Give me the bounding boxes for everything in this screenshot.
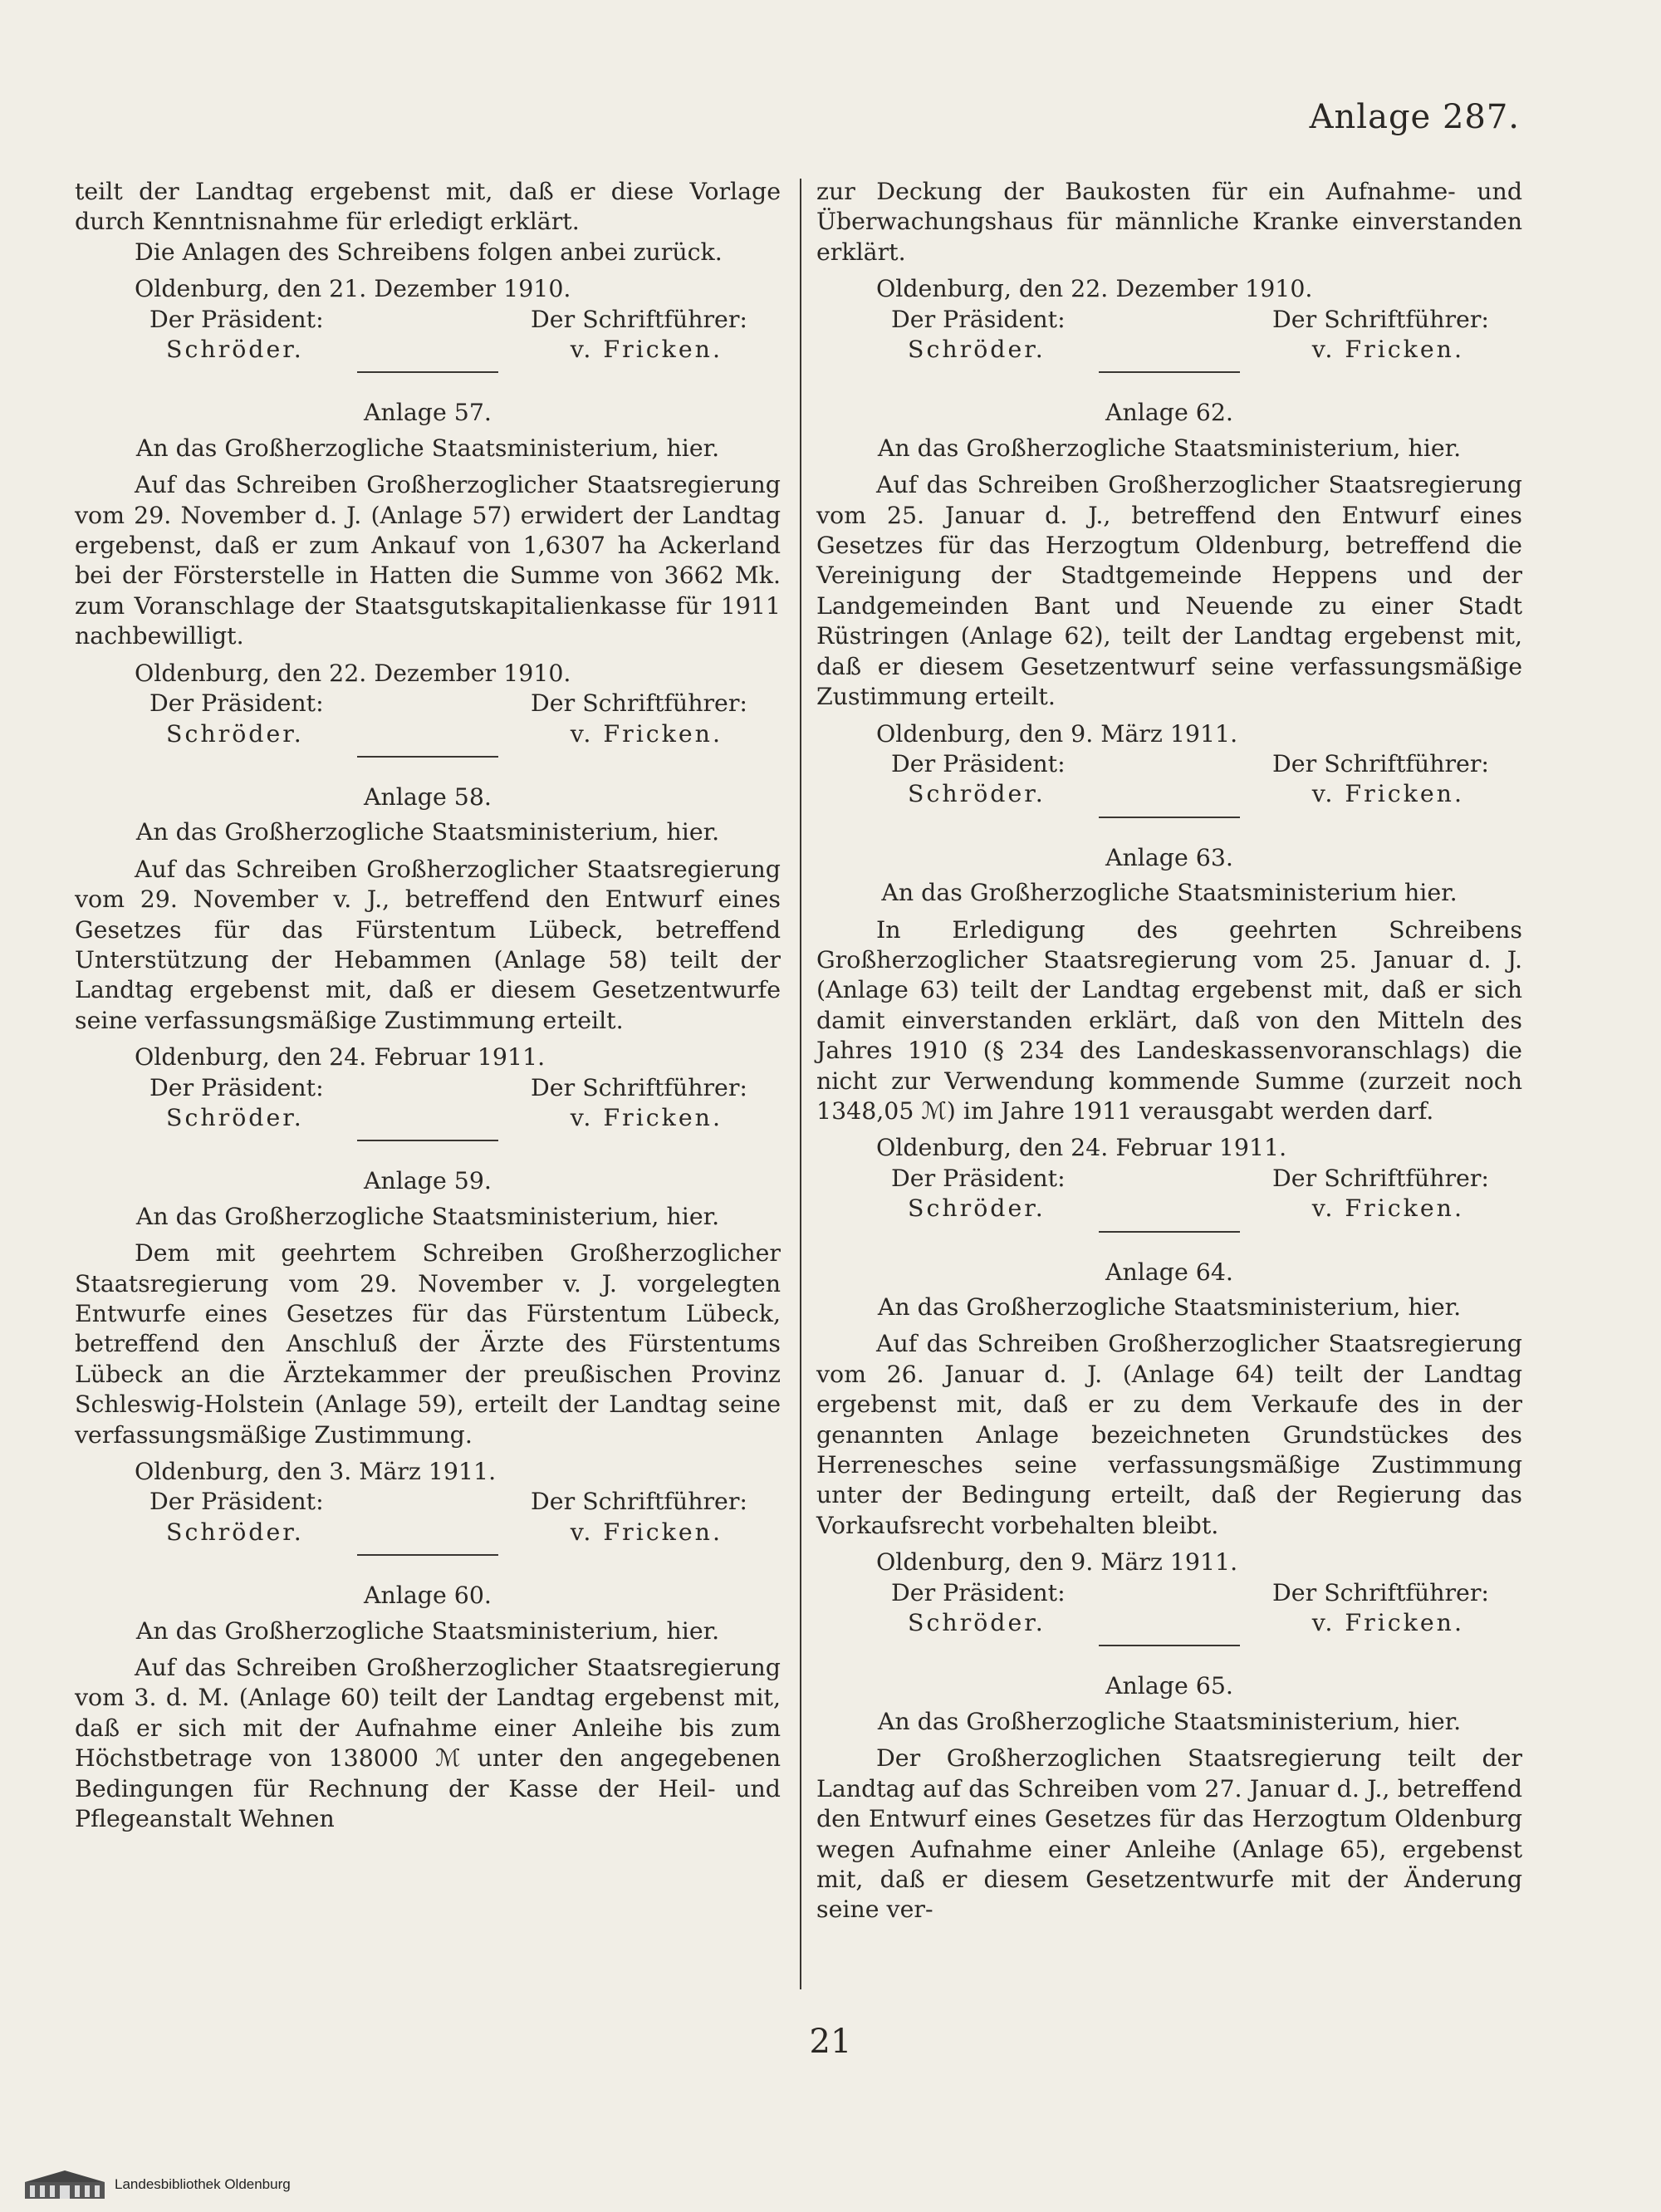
secretary-name: v. Fricken. xyxy=(1311,1609,1464,1637)
president-name: Schröder. xyxy=(908,1194,1046,1223)
section-address: An das Großherzogliche Staatsministerium, hier. xyxy=(135,818,720,846)
column-divider xyxy=(800,179,801,1989)
president-label: Der Präsident: xyxy=(149,1488,324,1516)
section-rule xyxy=(1099,371,1240,373)
section-address: An das Großherzogliche Staatsministerium, hier. xyxy=(877,434,1462,462)
section-body: Auf das Schreiben Großherzoglicher Staatsregierung vom 25. Januar d. J., betreffend den Entwurf eines Gesetzes für das Herzogtum Oldenburg, betreffend die Vereinigung der Stadtgemeinde Heppens und der Landgemeinden Bant und Neuende zu einer Stadt Rüstringen (Anlage 62), teilt der Landtag ergebenst mit, daß er diesem Gesetzentwurf seine verfassungsmäßige Zustimmung erteilt. xyxy=(816,471,1522,711)
president-name: Schröder. xyxy=(166,1103,304,1131)
page-number: 21 xyxy=(809,2023,852,2061)
secretary-name: v. Fricken. xyxy=(570,336,723,364)
secretary-name: v. Fricken. xyxy=(1311,1194,1464,1223)
section-title: Anlage 65. xyxy=(1105,1672,1233,1700)
section-sig-names xyxy=(75,1518,781,1547)
section-body: Der Großherzoglichen Staatsregierung teilt der Landtag auf das Schreiben vom 27. Januar d. J., betreffend den Entwurf eines Gesetzes für das Herzogtum Oldenburg wegen Aufnahme einer Anleihe (Anlage 65), ergebenst mit, daß er diesem Gesetzentwurfe mit der Änderung seine ver- xyxy=(816,1744,1522,1924)
section-rule xyxy=(1099,817,1240,818)
section-title: Anlage 62. xyxy=(1105,399,1233,427)
library-building-icon xyxy=(25,2170,105,2199)
section-title: Anlage 63. xyxy=(1105,843,1233,871)
section-sig-names xyxy=(816,1608,1522,1638)
library-name: Landesbibliothek Oldenburg xyxy=(115,2176,291,2192)
left-intro-sig-labels xyxy=(75,305,781,335)
section-address: An das Großherzogliche Staatsministerium, hier. xyxy=(135,434,720,462)
section-date: Oldenburg, den 9. März 1911. xyxy=(876,719,1238,748)
secretary-label: Der Schriftführer: xyxy=(1272,1164,1489,1192)
section-body: Auf das Schreiben Großherzoglicher Staatsregierung vom 29. November d. J. (Anlage 57) erwidert der Landtag ergebenst, daß er zum Ankauf von 1,6307 ha Ackerland bei der Försterstelle in Hatten die Summe von 3662 Mk. zum Voranschlage der Staatsgutskapitalienkasse für 1911 nachbewilligt. xyxy=(75,471,781,650)
left-intro-extra: Die Anlagen des Schreibens folgen anbei zurück. xyxy=(135,238,723,266)
section-sig-labels xyxy=(75,689,781,719)
secretary-label: Der Schriftführer: xyxy=(531,1073,747,1101)
secretary-label: Der Schriftführer: xyxy=(1272,749,1489,777)
section-sig-labels xyxy=(75,1073,781,1103)
left-intro-text: teilt der Landtag ergebenst mit, daß er diese Vorlage durch Kenntnisnahme für erledigt erklärt. xyxy=(75,178,781,236)
section-sig-labels xyxy=(816,749,1522,779)
section-body: Dem mit geehrtem Schreiben Großherzoglicher Staatsregierung vom 29. November v. J. vorgelegten Entwurfe eines Gesetzes für das Fürstentum Lübeck, betreffend den Anschluß der Ärzte des Fürstentums Lübeck an die Ärztekammer der preußischen Provinz Schleswig-Holstein (Anlage 59), erteilt der Landtag seine verfassungsmäßige Zustimmung. xyxy=(75,1239,781,1449)
section-rule xyxy=(357,371,498,373)
section-sig-labels xyxy=(75,1487,781,1517)
section-rule xyxy=(357,1554,498,1556)
section-body: Auf das Schreiben Großherzoglicher Staatsregierung vom 3. d. M. (Anlage 60) teilt der Landtag ergebenst mit, daß er sich mit der Aufnahme einer Anleihe bis zum Höchstbetrage von 138000 ℳ unter den angegebenen Bedingungen für Rechnung der Kasse der Heil- und Pflegeanstalt Wehnen xyxy=(75,1654,781,1833)
section-title: Anlage 59. xyxy=(364,1167,492,1195)
section-address: An das Großherzogliche Staatsministerium, hier. xyxy=(877,1293,1462,1321)
section-sig-labels xyxy=(816,1578,1522,1608)
secretary-label: Der Schriftführer: xyxy=(531,1488,747,1516)
president-label: Der Präsident: xyxy=(891,305,1066,333)
president-label: Der Präsident: xyxy=(891,1578,1066,1606)
section-sig-labels xyxy=(816,1164,1522,1194)
president-name: Schröder. xyxy=(166,336,304,364)
left-column xyxy=(75,177,781,1835)
section-title: Anlage 58. xyxy=(364,782,492,811)
right-intro-sig-names xyxy=(816,335,1522,365)
section-sig-names xyxy=(816,779,1522,809)
section-rule xyxy=(1099,1645,1240,1646)
president-label: Der Präsident: xyxy=(891,1164,1066,1192)
section-address: An das Großherzogliche Staatsministerium, hier. xyxy=(135,1202,720,1230)
section-title: Anlage 57. xyxy=(364,399,492,427)
section-body: Auf das Schreiben Großherzoglicher Staatsregierung vom 26. Januar d. J. (Anlage 64) teilt der Landtag ergebenst mit, daß er zu dem Verkaufe des in der genannten Anlage bezeichneten Grundstückes des Herrenesches seine verfassungsmäßige Zustimmung unter der Bedingung erteilt, daß der Regierung das Vorkaufsrecht vorbehalten bleibt. xyxy=(816,1330,1522,1539)
page-header-label: Anlage 287. xyxy=(1309,98,1520,136)
section-address: An das Großherzogliche Staatsministerium, hier. xyxy=(135,1616,720,1645)
president-name: Schröder. xyxy=(166,719,304,748)
president-name: Schröder. xyxy=(908,336,1046,364)
secretary-name: v. Fricken. xyxy=(1311,780,1464,808)
section-date: Oldenburg, den 24. Februar 1911. xyxy=(135,1043,546,1072)
section-sig-names xyxy=(75,1103,781,1133)
section-body: In Erledigung des geehrten Schreibens Großherzoglicher Staatsregierung vom 25. Januar d. J. (Anlage 63) teilt der Landtag ergebenst mit, daß er sich damit einverstanden erklärt, daß von den Mitteln des Jahres 1910 (§ 234 des Landeskassenvoranschlags) die nicht zur Verwendung kommende Summe (zurzeit noch 1348,05 ℳ) im Jahre 1911 verausgabt werden darf. xyxy=(816,915,1522,1125)
president-name: Schröder. xyxy=(908,1609,1046,1637)
section-rule xyxy=(357,1140,498,1141)
secretary-name: v. Fricken. xyxy=(570,1518,723,1546)
right-column xyxy=(816,177,1522,1925)
left-intro-sig-names xyxy=(75,335,781,365)
right-intro-date: Oldenburg, den 22. Dezember 1910. xyxy=(876,275,1313,303)
secretary-name: v. Fricken. xyxy=(570,1103,723,1131)
section-rule xyxy=(357,756,498,758)
secretary-label: Der Schriftführer: xyxy=(531,689,747,718)
right-intro-sig-labels xyxy=(816,305,1522,335)
left-intro-date: Oldenburg, den 21. Dezember 1910. xyxy=(135,275,571,303)
section-address: An das Großherzogliche Staatsministerium hier. xyxy=(881,879,1458,907)
section-title: Anlage 60. xyxy=(364,1582,492,1610)
secretary-label: Der Schriftführer: xyxy=(1272,1578,1489,1606)
section-date: Oldenburg, den 9. März 1911. xyxy=(876,1548,1238,1577)
president-label: Der Präsident: xyxy=(149,689,324,718)
president-name: Schröder. xyxy=(908,780,1046,808)
section-date: Oldenburg, den 24. Februar 1911. xyxy=(876,1134,1287,1162)
section-sig-names xyxy=(816,1194,1522,1224)
secretary-label: Der Schriftführer: xyxy=(1272,305,1489,333)
secretary-name: v. Fricken. xyxy=(570,719,723,748)
section-address: An das Großherzogliche Staatsministerium, hier. xyxy=(877,1707,1462,1735)
secretary-name: v. Fricken. xyxy=(1311,336,1464,364)
secretary-label: Der Schriftführer: xyxy=(531,305,747,333)
section-date: Oldenburg, den 22. Dezember 1910. xyxy=(135,659,571,687)
section-sig-names xyxy=(75,719,781,749)
section-body: Auf das Schreiben Großherzoglicher Staatsregierung vom 29. November v. J., betreffend den Entwurf eines Gesetzes für das Fürstentum Lübeck, betreffend Unterstützung der Hebammen (Anlage 58) teilt der Landtag ergebenst mit, daß er diesem Gesetzentwurfe seine verfassungsmäßige Zustimmung erteilt. xyxy=(75,855,781,1034)
president-name: Schröder. xyxy=(166,1518,304,1546)
president-label: Der Präsident: xyxy=(149,1073,324,1101)
president-label: Der Präsident: xyxy=(149,305,324,333)
library-footer xyxy=(25,2168,291,2201)
right-intro-text: zur Deckung der Baukosten für ein Aufnahme- und Überwachungshaus für männliche Kranke einverstanden erklärt. xyxy=(816,178,1522,266)
section-rule xyxy=(1099,1231,1240,1233)
president-label: Der Präsident: xyxy=(891,749,1066,777)
section-title: Anlage 64. xyxy=(1105,1258,1233,1286)
section-date: Oldenburg, den 3. März 1911. xyxy=(135,1458,497,1486)
